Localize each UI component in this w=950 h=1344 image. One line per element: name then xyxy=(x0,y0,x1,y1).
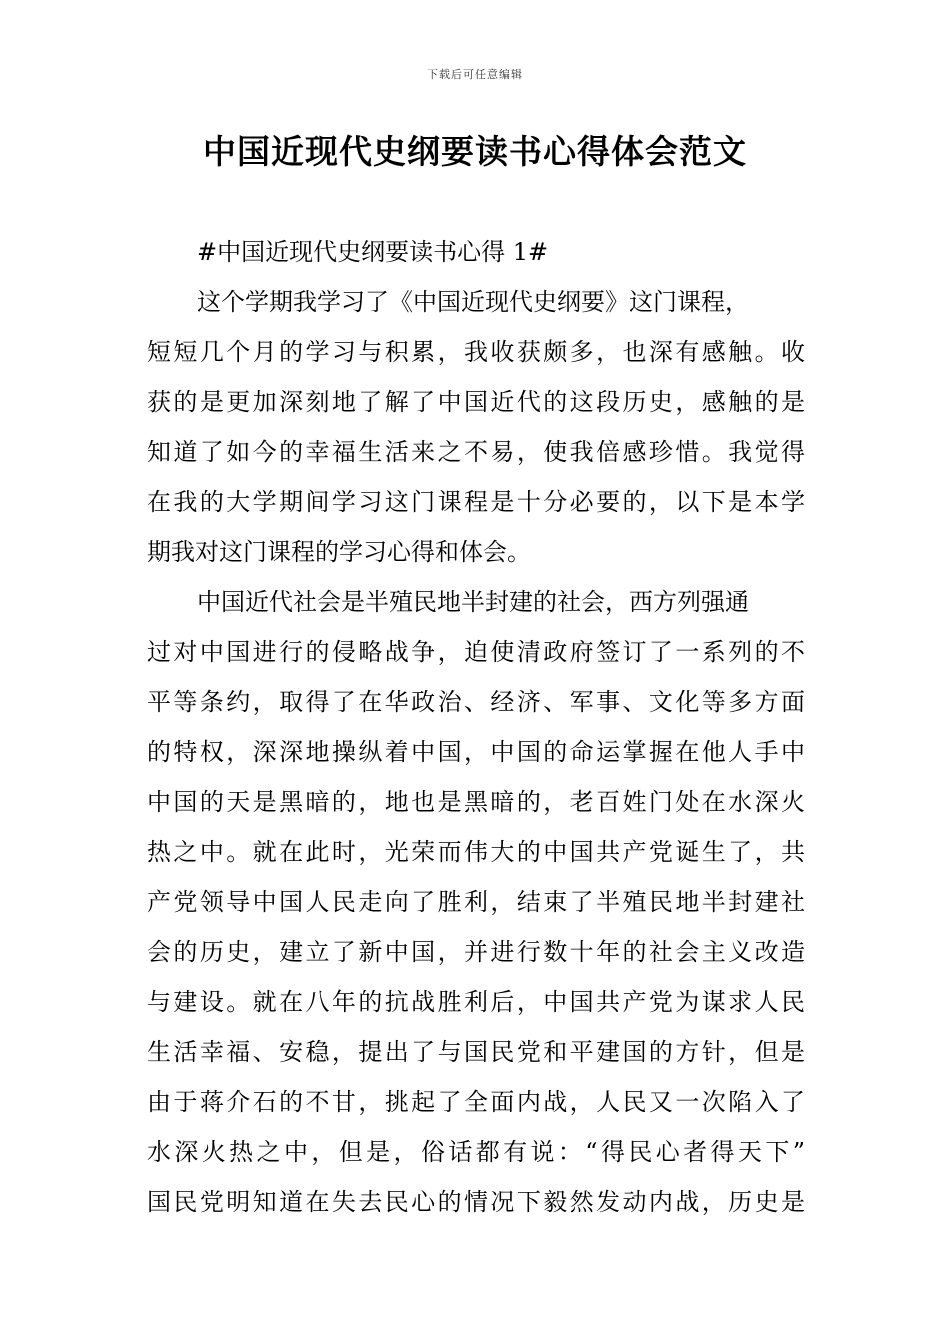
paragraph-line: 这个学期我学习了《中国近现代史纲要》这门课程， xyxy=(197,288,749,316)
paragraph-line: 过对中国进行的侵略战争，迫使清政府签订了一系列的不 xyxy=(147,638,805,666)
document-title: 中国近现代史纲要读书心得体会范文 xyxy=(203,132,747,171)
paragraph-line: 平等条约，取得了在华政治、经济、军事、文化等多方面 xyxy=(147,688,805,716)
paragraph-line: 中国的天是黑暗的，地也是黑暗的，老百姓门处在水深火 xyxy=(147,788,805,816)
paragraph-line: 生活幸福、安稳，提出了与国民党和平建国的方针，但是 xyxy=(147,1038,805,1066)
document-body xyxy=(147,227,817,1227)
paragraph-line: 水深火热之中，但是，俗话都有说：“得民心者得天下” xyxy=(147,1138,805,1166)
paragraph-line: 会的历史，建立了新中国，并进行数十年的社会主义改造 xyxy=(147,938,805,966)
paragraph-line: 与建设。就在八年的抗战胜利后，中国共产党为谋求人民 xyxy=(147,988,805,1016)
paragraph-2 xyxy=(147,577,817,1227)
paragraph-line: 产党领导中国人民走向了胜利，结束了半殖民地半封建社 xyxy=(147,888,805,916)
header-note: 下载后可任意编辑 xyxy=(427,68,523,81)
paragraph-line: 在我的大学期间学习这门课程是十分必要的，以下是本学 xyxy=(147,488,805,516)
section-heading: #中国近现代史纲要读书心得 1# xyxy=(197,238,549,266)
paragraph-line: 短短几个月的学习与积累，我收获颇多，也深有感触。收 xyxy=(147,338,805,366)
paragraph-line: 国民党明知道在失去民心的情况下毅然发动内战，历史是 xyxy=(147,1188,805,1216)
paragraph-1 xyxy=(147,277,817,577)
paragraph-line: 期我对这门课程的学习心得和体会。 xyxy=(147,538,531,566)
paragraph-line: 的特权，深深地操纵着中国，中国的命运掌握在他人手中 xyxy=(147,738,805,766)
paragraph-line: 热之中。就在此时，光荣而伟大的中国共产党诞生了，共 xyxy=(147,838,805,866)
paragraph-line: 获的是更加深刻地了解了中国近代的这段历史，感触的是 xyxy=(147,388,805,416)
paragraph-line: 由于蒋介石的不甘，挑起了全面内战，人民又一次陷入了 xyxy=(147,1088,805,1116)
paragraph-line: 中国近代社会是半殖民地半封建的社会，西方列强通 xyxy=(197,588,749,616)
paragraph-line: 知道了如今的幸福生活来之不易，使我倍感珍惜。我觉得 xyxy=(147,438,805,466)
